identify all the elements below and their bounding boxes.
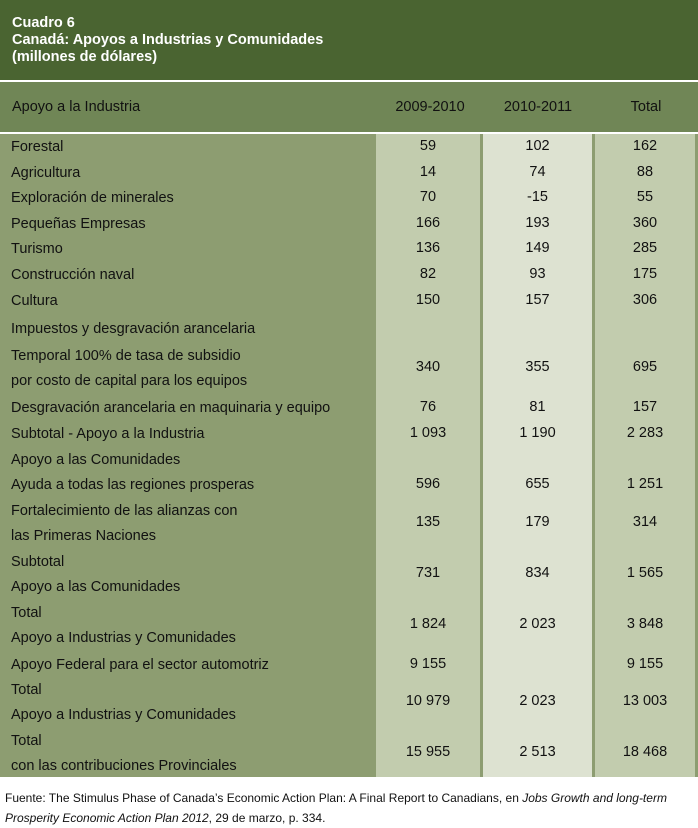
cell-total: 3 848 [626, 616, 664, 632]
row-label-line: Total [11, 682, 42, 698]
row-label [11, 161, 80, 186]
cell-total: 13 003 [622, 693, 668, 709]
cell-total: 695 [632, 359, 658, 375]
row-label-line: Turismo [11, 241, 63, 257]
cell-2009-2010: 76 [419, 399, 437, 415]
row-label [11, 344, 247, 394]
table-subtitle: (millones de dólares) [12, 49, 158, 65]
table-row [0, 288, 698, 313]
cell-2010-2011: 1 190 [519, 425, 556, 441]
row-label-line: Construcción naval [11, 267, 135, 283]
row-label-line: Agricultura [11, 165, 81, 181]
row-label [11, 653, 269, 678]
row-label [11, 396, 330, 421]
cell-total: 314 [632, 514, 658, 530]
cell-total: 157 [632, 399, 658, 415]
cell-2009-2010: 135 [415, 514, 441, 530]
table-row [0, 211, 698, 236]
table-row [0, 236, 698, 261]
cell-total: 360 [632, 215, 658, 231]
cell-2010-2011: 179 [525, 514, 550, 530]
row-label-line: Forestal [11, 139, 64, 155]
cell-2010-2011: 2 023 [519, 616, 556, 632]
row-label [11, 473, 254, 498]
cell-2009-2010: 82 [419, 266, 437, 282]
row-label-line: Subtotal [11, 554, 65, 570]
cell-2009-2010: 14 [419, 164, 437, 180]
cell-2009-2010: 136 [415, 240, 441, 256]
cell-2010-2011: 655 [525, 476, 550, 492]
cell-total: 285 [632, 240, 658, 256]
table-row [0, 395, 698, 420]
cell-2010-2011: 93 [529, 266, 546, 282]
row-label [11, 289, 58, 314]
cell-total: 1 565 [626, 565, 664, 581]
cell-2009-2010: 731 [415, 565, 441, 581]
table-row [0, 472, 698, 497]
row-label [11, 550, 180, 600]
row-label-line: Cultura [11, 293, 58, 309]
cell-2009-2010: 59 [419, 138, 437, 154]
cell-total: 175 [632, 266, 658, 282]
row-label [11, 212, 146, 237]
row-label [11, 263, 134, 288]
row-label [11, 317, 255, 342]
row-label-line: Impuestos y desgravación arancelaria [11, 321, 256, 337]
row-label-line: Exploración de minerales [11, 190, 174, 206]
row-label-line: Total [11, 605, 42, 621]
cell-total: 306 [632, 292, 658, 308]
table-row [0, 160, 698, 185]
cell-2009-2010: 10 979 [405, 693, 451, 709]
row-label-line: Desgravación arancelaria en maquinaria y equipo [11, 400, 331, 416]
table-row [0, 316, 698, 341]
table-row [0, 421, 698, 446]
row-label-line: Apoyo Federal para el sector automotriz [11, 657, 269, 673]
header-2009-2010: 2009-2010 [395, 99, 465, 115]
row-label-line: Pequeñas Empresas [11, 216, 146, 232]
row-label-line: Subtotal - Apoyo a la Industria [11, 426, 205, 442]
cell-2009-2010: 150 [415, 292, 441, 308]
row-label-line: Apoyo a las Comunidades [11, 579, 181, 595]
header-category: Apoyo a la Industria [12, 99, 141, 115]
row-label-line: Ayuda a todas las regiones prosperas [11, 477, 255, 493]
row-label [11, 135, 63, 160]
row-label-line: Temporal 100% de tasa de subsidio [11, 348, 241, 364]
row-label-line: Fortalecimiento de las alianzas con [11, 503, 238, 519]
cell-total: 2 283 [626, 425, 664, 441]
row-label [11, 499, 237, 549]
cell-2009-2010: 1 824 [409, 616, 447, 632]
cell-total: 55 [636, 189, 654, 205]
cell-2009-2010: 15 955 [405, 744, 451, 760]
header-2010-2011: 2010-2011 [503, 99, 573, 115]
table-title: Canadá: Apoyos a Industrias y Comunidades [12, 32, 324, 48]
cell-2010-2011: 74 [529, 164, 546, 180]
cell-2010-2011: 355 [525, 359, 550, 375]
table-row [0, 185, 698, 210]
source-suffix: , 29 de marzo, p. 334. [208, 811, 326, 825]
row-label [11, 601, 236, 651]
cell-2009-2010: 166 [415, 215, 441, 231]
cell-2010-2011: 193 [525, 215, 550, 231]
cell-2010-2011: 149 [525, 240, 550, 256]
row-label [11, 448, 180, 473]
table-row [0, 728, 698, 778]
table-row [0, 498, 698, 548]
table-number: Cuadro 6 [12, 15, 75, 31]
row-label-line: por costo de capital para los equipos [11, 373, 248, 389]
cell-2010-2011: -15 [527, 189, 548, 205]
cell-2010-2011: 102 [525, 138, 550, 154]
header-total: Total [630, 99, 662, 115]
row-label-line: con las contribuciones Provinciales [11, 758, 237, 774]
table-row [0, 447, 698, 472]
row-label-line: las Primeras Naciones [11, 528, 157, 544]
row-label-line: Apoyo a las Comunidades [11, 452, 181, 468]
table-row [0, 134, 698, 159]
cell-2009-2010: 340 [415, 359, 441, 375]
row-label [11, 237, 63, 262]
row-label-line: Apoyo a Industrias y Comunidades [11, 707, 236, 723]
cell-2010-2011: 81 [529, 399, 546, 415]
cell-total: 162 [632, 138, 658, 154]
row-label-line: Total [11, 733, 42, 749]
row-label-line: Apoyo a Industrias y Comunidades [11, 630, 236, 646]
source-prefix: Fuente: The Stimulus Phase of Canada’s Economic Action Plan: A Final Report to Canadians, en [5, 791, 523, 805]
table-row [0, 343, 698, 393]
table-row [0, 652, 698, 677]
source-title: Jobs Growth and long-term Prosperity Economic Action Plan 2012 [5, 791, 667, 825]
table-row [0, 262, 698, 287]
cell-total: 9 155 [626, 656, 664, 672]
table-row [0, 677, 698, 727]
table-title-block [0, 0, 698, 80]
cell-2009-2010: 1 093 [409, 425, 447, 441]
row-label [11, 729, 237, 779]
row-label [11, 422, 204, 447]
table-row [0, 549, 698, 599]
cell-total: 1 251 [626, 476, 664, 492]
cell-total: 88 [636, 164, 654, 180]
cell-total: 18 468 [622, 744, 668, 760]
cell-2010-2011: 157 [525, 292, 550, 308]
cell-2009-2010: 596 [415, 476, 441, 492]
cell-2009-2010: 9 155 [409, 656, 447, 672]
cell-2010-2011: 2 023 [519, 693, 556, 709]
cell-2010-2011: 2 513 [519, 744, 556, 760]
table-row [0, 600, 698, 650]
cell-2009-2010: 70 [419, 189, 437, 205]
row-label [11, 678, 236, 728]
source-note [5, 788, 695, 828]
row-label [11, 186, 174, 211]
table-header-row [0, 82, 698, 132]
cell-2010-2011: 834 [525, 565, 550, 581]
